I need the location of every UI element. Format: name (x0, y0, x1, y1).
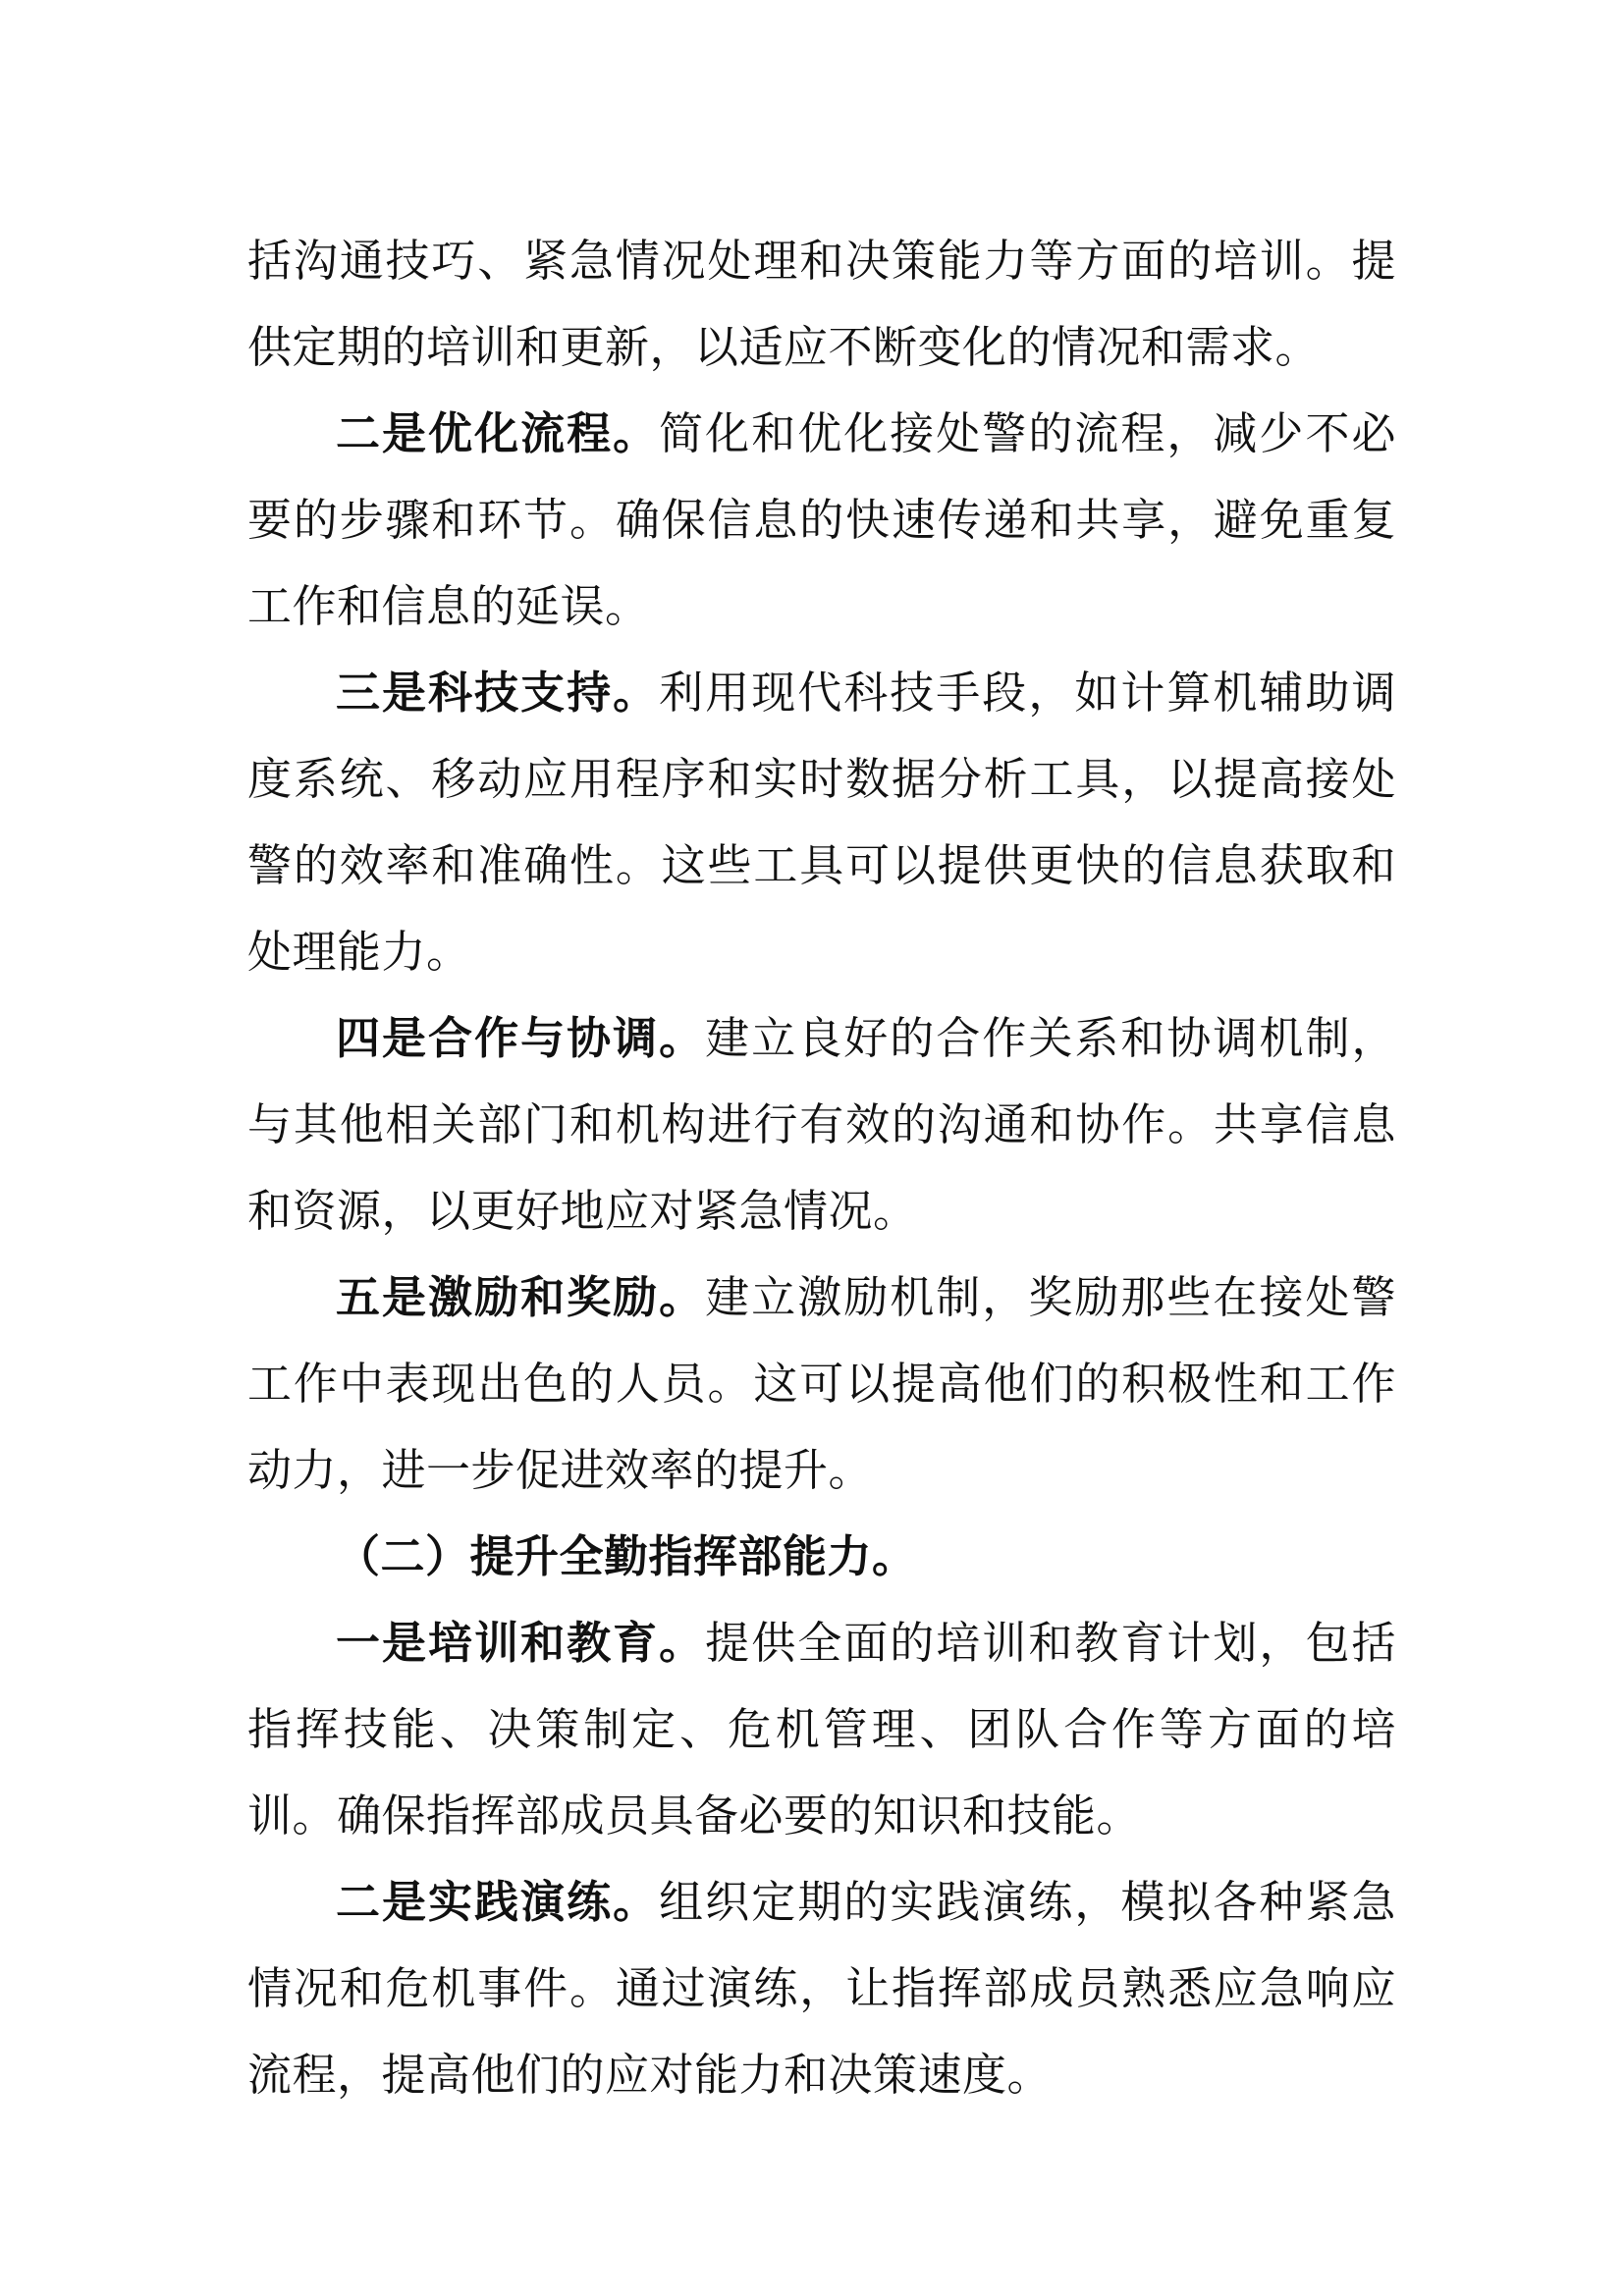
paragraph-text: 组织定期的实践演练，模拟各种紧急情况和危机事件。通过演练，让指挥部成员熟悉应急响应流程，提高他们的应对能力和决策速度。 (247, 1876, 1396, 2101)
paragraph-lead: 四是合作与协调。 (336, 1012, 706, 1064)
paragraph-continuation (247, 218, 1396, 391)
paragraph-text: 提供全面的培训和教育计划，包括指挥技能、决策制定、危机管理、团队合作等方面的培训。确保指挥部成员具备必要的知识和技能。 (247, 1617, 1396, 1842)
paragraph-optimize-process (247, 391, 1396, 650)
paragraph-cooperation (247, 995, 1396, 1255)
paragraph-training-education (247, 1600, 1396, 1859)
paragraph-drills (247, 1859, 1396, 2118)
paragraph-lead: 二是优化流程。 (336, 407, 660, 459)
paragraph-lead: 二是实践演练。 (336, 1876, 660, 1928)
paragraph-lead: 一是培训和教育。 (336, 1617, 706, 1669)
paragraph-text: 简化和优化接处警的流程，减少不必要的步骤和环节。确保信息的快速传递和共享，避免重复工作和信息的延误。 (247, 407, 1396, 632)
document-body (247, 218, 1396, 2118)
paragraph-text: 括沟通技巧、紧急情况处理和决策能力等方面的培训。提供定期的培训和更新，以适应不断变化的情况和需求。 (247, 235, 1396, 373)
paragraph-tech-support (247, 650, 1396, 995)
paragraph-incentives (247, 1255, 1396, 1514)
paragraph-text: 建立良好的合作关系和协调机制，与其他相关部门和机构进行有效的沟通和协作。共享信息和资源，以更好地应对紧急情况。 (247, 1012, 1396, 1237)
paragraph-lead: 三是科技支持。 (336, 667, 660, 719)
section-heading: （二）提升全勤指挥部能力。 (336, 1530, 917, 1582)
paragraph-text: 利用现代科技手段，如计算机辅助调度系统、移动应用程序和实时数据分析工具，以提高接处警的效率和准确性。这些工具可以提供更快的信息获取和处理能力。 (247, 667, 1396, 978)
paragraph-text: 建立激励机制，奖励那些在接处警工作中表现出色的人员。这可以提高他们的积极性和工作动力，进一步促进效率的提升。 (247, 1271, 1396, 1496)
paragraph-lead: 五是激励和奖励。 (336, 1271, 706, 1323)
